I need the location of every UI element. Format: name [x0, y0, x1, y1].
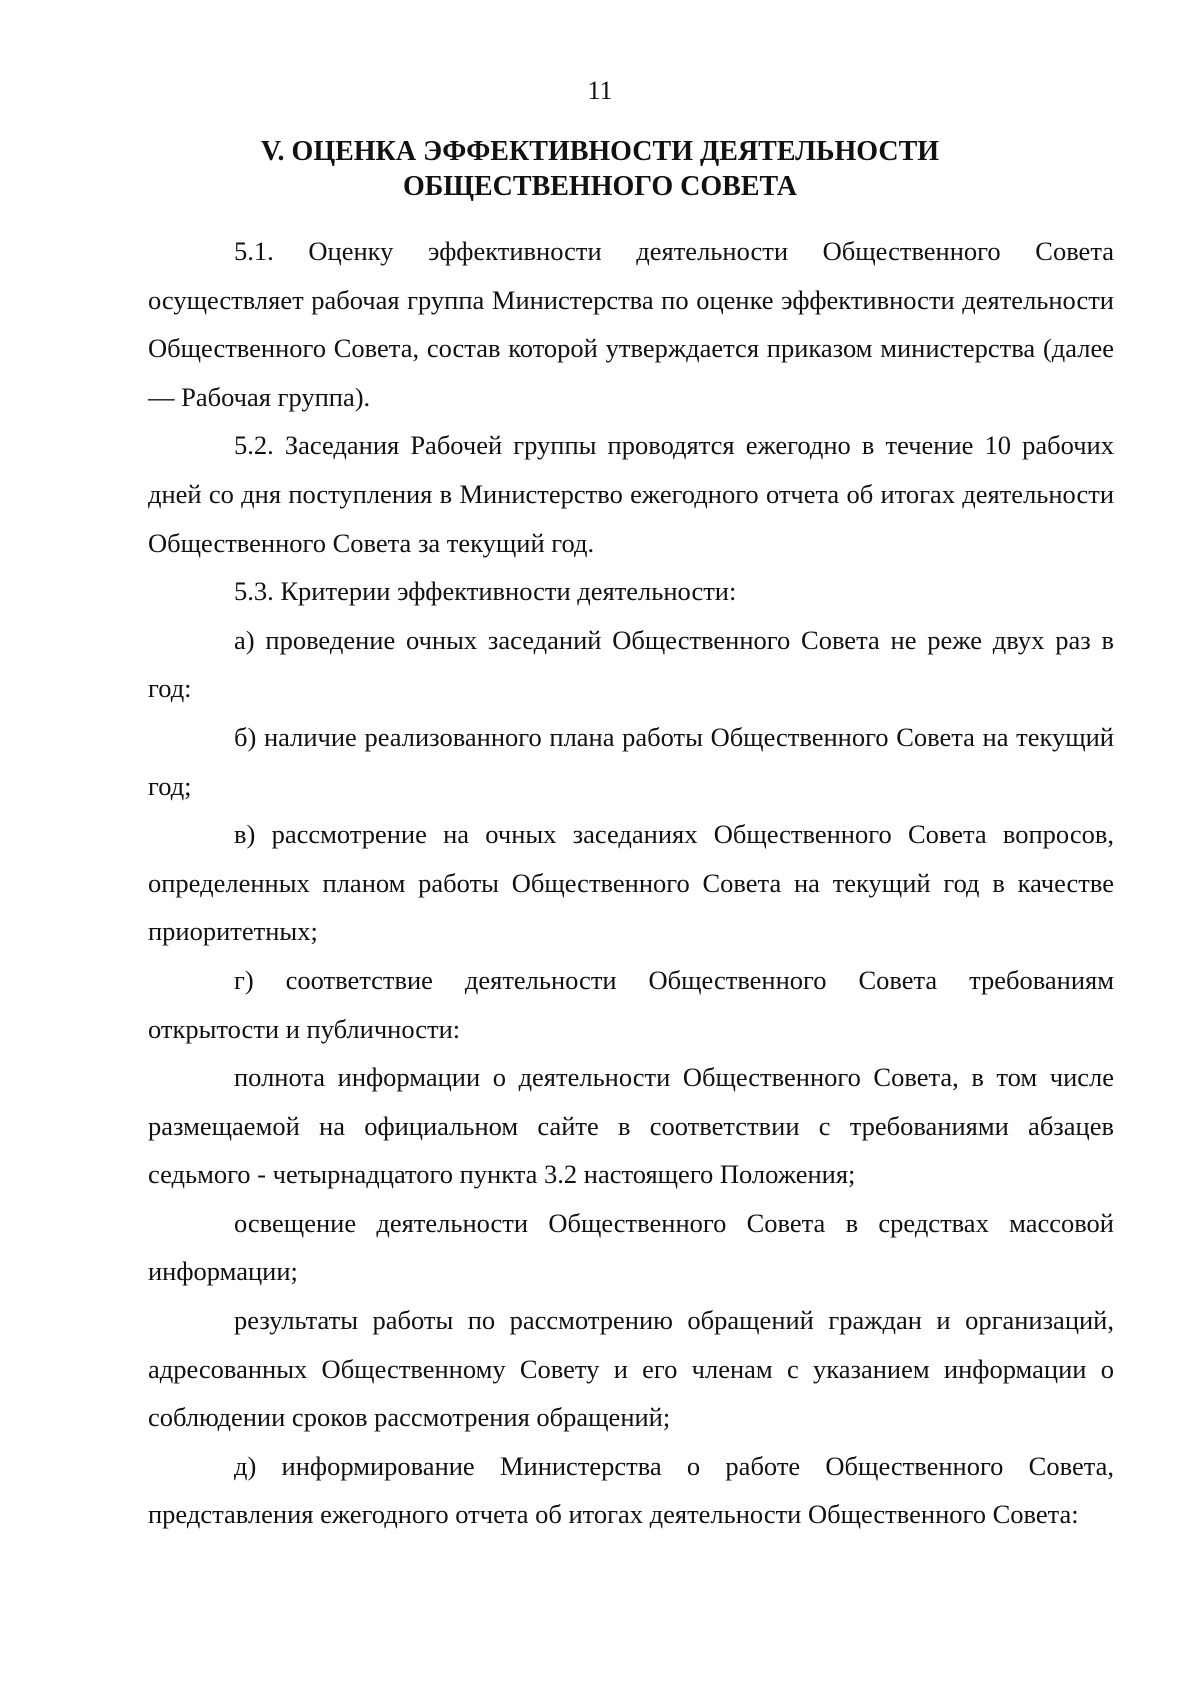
section-heading	[140, 134, 1060, 204]
criterion-g: г) соответствие деятельности Общественного Совета требованиям открытости и публичности:	[148, 964, 1114, 1044]
section-heading-line-2: ОБЩЕСТВЕННОГО СОВЕТА	[402, 171, 798, 202]
paragraph-5-1: 5.1. Оценку эффективности деятельности Общественного Совета осуществляет рабочая группа Министерства по оценке эффективности деятельности Общественного Совета, состав которой утверждается приказом министерства (далее — Рабочая группа).	[148, 236, 1114, 412]
paragraph-5-3: 5.3. Критерии эффективности деятельности:	[234, 576, 737, 607]
criterion-g-completeness: полнота информации о деятельности Общественного Совета, в том числе размещаемой на официальном сайте в соответствии с требованиями абзацев седьмого - четырнадцатого пункта 3.2 настоящего Положения;	[148, 1062, 1114, 1190]
criterion-v: в) рассмотрение на очных заседаниях Общественного Совета вопросов, определенных планом работы Общественного Совета на текущий год в качестве приоритетных;	[148, 819, 1114, 947]
section-heading-line-1: V. ОЦЕНКА ЭФФЕКТИВНОСТИ ДЕЯТЕЛЬНОСТИ	[260, 136, 940, 167]
criterion-g-media-coverage: освещение деятельности Общественного Совета в средствах массовой информации;	[148, 1207, 1114, 1287]
document-body	[148, 227, 1114, 1539]
criterion-a: а) проведение очных заседаний Общественного Совета не реже двух раз в год:	[148, 624, 1114, 704]
criterion-b: б) наличие реализованного плана работы Общественного Совета на текущий год;	[148, 721, 1114, 801]
paragraph-5-2: 5.2. Заседания Рабочей группы проводятся ежегодно в течение 10 рабочих дней со дня поступления в Министерство ежегодного отчета об итогах деятельности Общественного Совета за текущий год.	[148, 430, 1114, 558]
criterion-g-appeals-results: результаты работы по рассмотрению обращений граждан и организаций, адресованных Общественному Совету и его членам с указанием информации о соблюдении сроков рассмотрения обращений;	[148, 1305, 1114, 1433]
page-number: 11	[587, 76, 613, 105]
criterion-d: д) информирование Министерства о работе Общественного Совета, представления ежегодного отчета об итогах деятельности Общественного Совета:	[148, 1450, 1114, 1530]
